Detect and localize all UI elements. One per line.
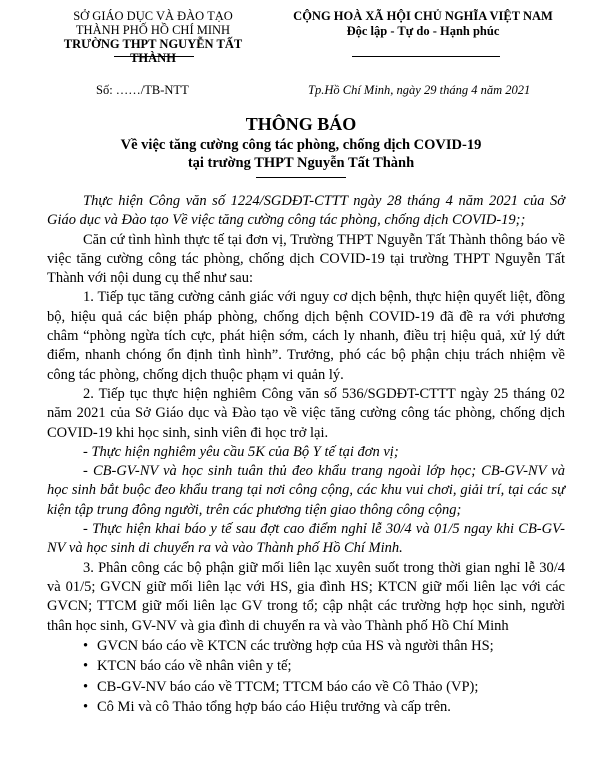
issuer-school: TRƯỜNG THPT NGUYỄN TẤT THÀNH bbox=[63, 37, 243, 65]
issuer-underline bbox=[114, 56, 194, 57]
document-title: THÔNG BÁO bbox=[245, 114, 357, 134]
national-header bbox=[258, 9, 588, 39]
paragraph-item-3: 3. Phân công các bộ phận giữ mối liên lạc xuyên suốt trong thời gian nghỉ lễ 30/4 và 01/5; GVCN giữ mối liên lạc với HS, gia đình HS; KTCN giữ mối liên lạc với các GVCN; TTCM giữ mối liên lạc GV trong tổ; cập nhật các trường hợp học sinh, người thân học sinh, GV-NV và gia đình di chuyển ra và vào Thành phố Hồ Chí Minh bbox=[47, 559, 565, 634]
issuer-city: THÀNH PHỐ HỒ CHÍ MINH bbox=[75, 23, 231, 37]
document-number: Số: ……/TB-NTT bbox=[96, 83, 189, 97]
motto-underline bbox=[352, 56, 500, 57]
document-subtitle-line1: Về việc tăng cường công tác phòng, chống dịch COVID-19 bbox=[120, 137, 482, 153]
paragraph-sub-3: - Thực hiện khai báo y tế sau đợt cao điểm nghỉ lễ 30/4 và 01/5 ngay khi CB-GV-NV và học sinh di chuyển ra và vào Thành phố Hồ Chí Minh. bbox=[47, 521, 565, 557]
document-date: Tp.Hồ Chí Minh, ngày 29 tháng 4 năm 2021 bbox=[308, 83, 531, 97]
paragraph-item-2: 2. Tiếp tục thực hiện nghiêm Công văn số 536/SGDĐT-CTTT ngày 25 tháng 02 năm 2021 của Sở Giáo dục và Đào tạo về việc tăng cường công tác phòng, chống dịch COVID-19 khi học sinh, sinh viên đi học trở lại. bbox=[47, 385, 565, 441]
document-subtitle-line2: tại trường THPT Nguyễn Tất Thành bbox=[187, 155, 415, 171]
list-item: • KTCN báo cáo về nhân viên y tế; bbox=[83, 656, 565, 677]
paragraph-item-1: 1. Tiếp tục tăng cường cảnh giác với nguy cơ dịch bệnh, thực hiện quyết liệt, đồng bộ, hiệu quả các biện pháp phòng, chống dịch bệnh COVID-19 đã đề ra với phương châm “phòng ngừa tích cực, phát hiện sớm, cách ly nhanh, điều trị hiệu quả, xử lý dứt điểm, nhanh chóng ổn định tình hình”. Trưởng, phó các bộ phận chịu trách nhiệm về công tác phòng, chống dịch thuộc phạm vi quản lý. bbox=[47, 289, 565, 383]
list-item: • GVCN báo cáo về KTCN các trường hợp của HS và người thân HS; bbox=[83, 636, 565, 657]
national-motto: Độc lập - Tự do - Hạnh phúc bbox=[346, 24, 500, 38]
list-item: • CB-GV-NV báo cáo về TTCM; TTCM báo cáo về Cô Thảo (VP); bbox=[83, 677, 565, 698]
paragraph-sub-1: - Thực hiện nghiêm yêu cầu 5K của Bộ Y tế tại đơn vị; bbox=[83, 443, 399, 460]
bullet-list bbox=[47, 636, 565, 718]
title-separator bbox=[256, 177, 346, 178]
paragraph-intro: Căn cứ tình hình thực tế tại đơn vị, Trường THPT Nguyễn Tất Thành thông báo về việc tăng cường công tác phòng, chống dịch COVID-19 tại trường THPT Nguyễn Tất Thành với nội dung cụ thể như sau: bbox=[47, 231, 565, 287]
list-item: • Cô Mi và cô Thảo tổng hợp báo cáo Hiệu trưởng và cấp trên. bbox=[83, 697, 565, 718]
document-body bbox=[47, 192, 565, 718]
issuer-department: SỞ GIÁO DỤC VÀ ĐÀO TẠO bbox=[73, 9, 233, 23]
paragraph-reference: Thực hiện Công văn số 1224/SGDĐT-CTTT ngày 28 tháng 4 năm 2021 của Sở Giáo dục và Đào tạo Về việc tăng cường công tác phòng, chống dịch COVID-19;; bbox=[47, 193, 565, 229]
national-title: CỘNG HOÀ XÃ HỘI CHỦ NGHĨA VIỆT NAM bbox=[293, 9, 553, 23]
paragraph-sub-2: - CB-GV-NV và học sinh tuân thủ đeo khẩu trang ngoài lớp học; CB-GV-NV và học sinh bắt buộc đeo khẩu trang tại nơi công cộng, các khu vui chơi, giải trí, tại các sự kiện tập trung đông người, trên các phương tiện giao thông công cộng; bbox=[47, 463, 565, 518]
